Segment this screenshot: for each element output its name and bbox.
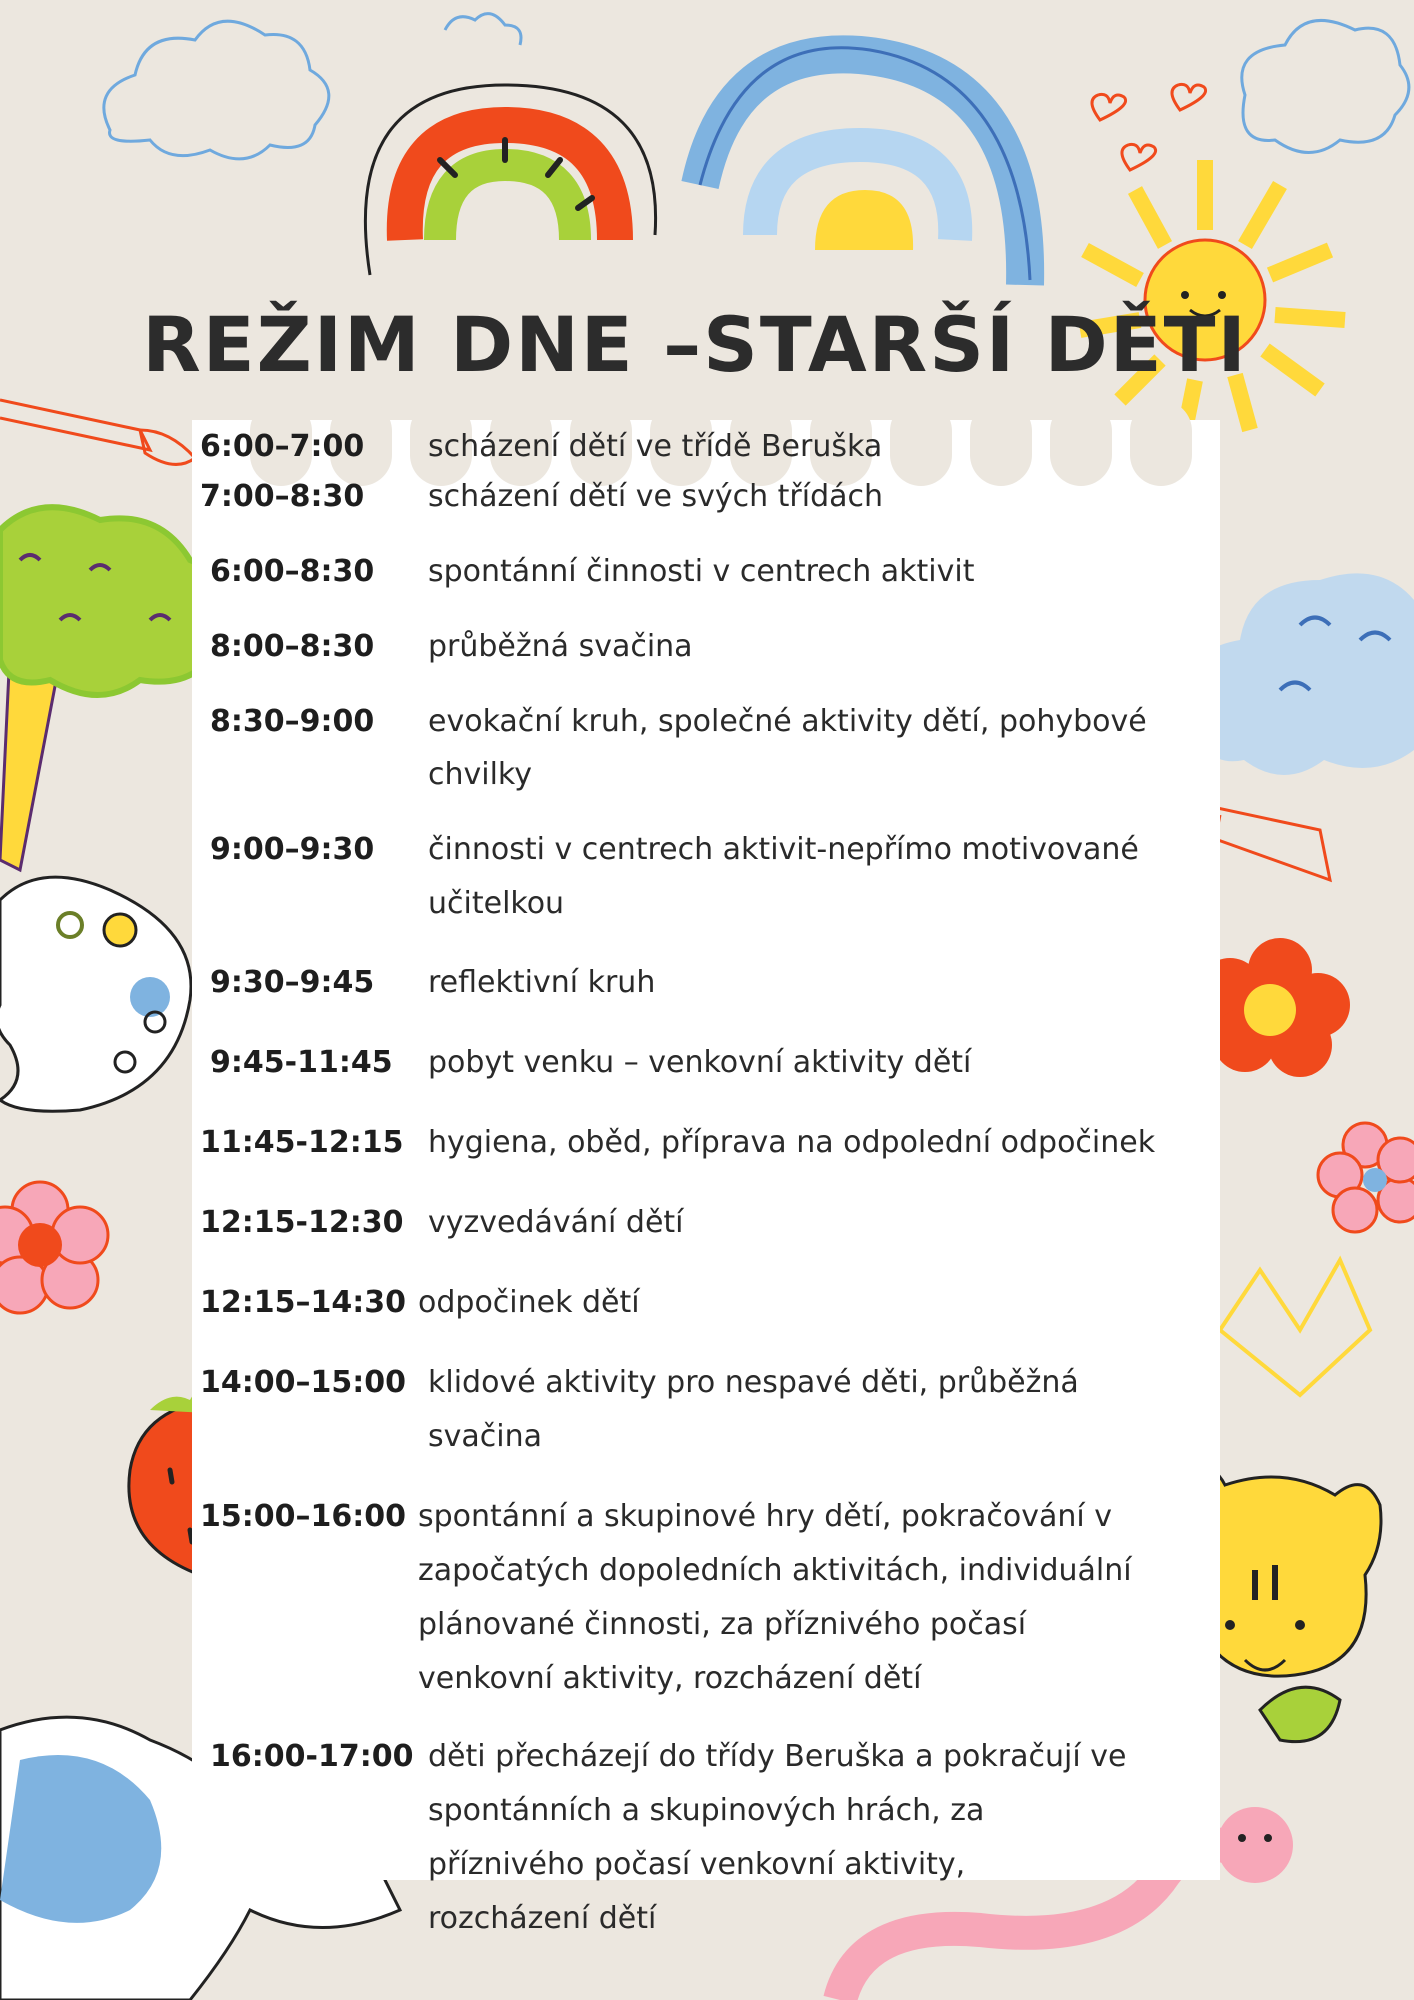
schedule-activity: průběžná svačina [428, 629, 693, 664]
palette-icon [0, 877, 191, 1111]
schedule-time: 11:45-12:15 [200, 1125, 404, 1160]
schedule-activity: děti přecházejí do třídy Beruška a pokračují ve spontánních a skupinových hrách, za příznivého počasí venkovní aktivity, rozcházení dětí [428, 1739, 1127, 1936]
crown-icon [1220, 1260, 1370, 1395]
schedule-activity: reflektivní kruh [428, 965, 656, 1000]
schedule-activity: evokační kruh, společné aktivity dětí, pohybové chvilky [428, 704, 1147, 792]
schedule-activity: hygiena, oběd, příprava na odpolední odpočinek [428, 1125, 1156, 1160]
schedule-time: 12:15-12:30 [200, 1205, 404, 1240]
schedule-activity: činnosti v centrech aktivit-nepřímo motivované učitelkou [428, 832, 1139, 921]
schedule-time: 9:30–9:45 [210, 965, 375, 1000]
schedule-activity: spontánní a skupinové hry dětí, pokračování v započatých dopoledních aktivitách, individuální plánované činnosti, za příznivého počasí venkovní aktivity, rozcházení dětí [418, 1499, 1132, 1696]
rainbow-icon [365, 85, 655, 275]
schedule-activity: spontánní činnosti v centrech aktivit [428, 554, 975, 589]
paintbrush-icon [0, 400, 195, 464]
schedule-time: 8:00–8:30 [210, 629, 375, 664]
schedule-time: 15:00–16:00 [200, 1499, 406, 1534]
schedule-time: 14:00–15:00 [200, 1365, 406, 1400]
schedule-activity: scházení dětí ve třídě Beruška [428, 429, 883, 464]
schedule-time: 6:00–7:00 [200, 429, 365, 464]
schedule-time: 9:00–9:30 [210, 832, 375, 867]
schedule-activity: scházení dětí ve svých třídách [428, 479, 884, 514]
schedule-time: 9:45-11:45 [210, 1045, 393, 1080]
flower-icon [1318, 1123, 1414, 1232]
flower-icon [1198, 938, 1350, 1077]
sun-icon [1080, 160, 1345, 430]
schedule-time: 16:00-17:00 [210, 1739, 414, 1774]
flower-icon [0, 1182, 108, 1313]
schedule-time: 12:15–14:30 [200, 1285, 406, 1320]
schedule-activity: pobyt venku – venkovní aktivity dětí [428, 1045, 972, 1080]
page-title: REŽIM DNE –STARŠÍ DĚTI [142, 300, 1248, 389]
schedule-time: 7:00–8:30 [200, 479, 365, 514]
schedule-activity: klidové aktivity pro nespavé děti, průběžná svačina [428, 1365, 1079, 1454]
schedule-activity: vyzvedávání dětí [428, 1205, 684, 1240]
cloud-icon [1242, 20, 1409, 152]
schedule-time: 6:00–8:30 [210, 554, 375, 589]
schedule-time: 8:30–9:00 [210, 704, 375, 739]
schedule-activity: odpočinek dětí [418, 1285, 640, 1320]
cloud-icon [1195, 573, 1414, 775]
heart-icon [1092, 84, 1206, 170]
rainbow-icon [700, 48, 1030, 285]
